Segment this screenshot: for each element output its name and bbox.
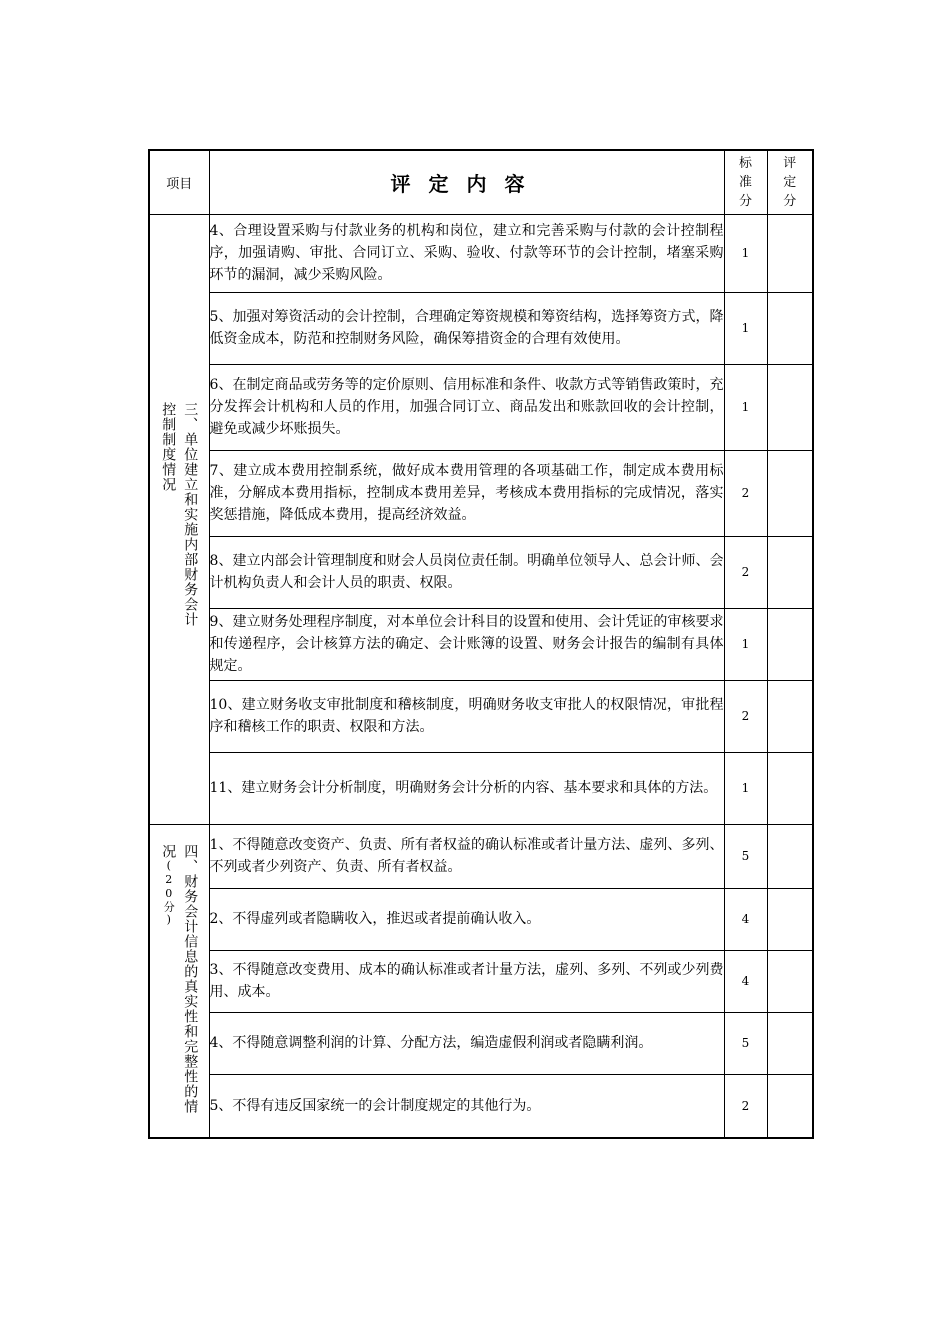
- standard-score: 2: [724, 1074, 767, 1138]
- header-row: [149, 150, 813, 214]
- header-standard-score-char: 分: [738, 193, 752, 209]
- evaluation-score-cell[interactable]: [767, 752, 813, 824]
- standard-score: 2: [724, 680, 767, 752]
- table-row: [149, 450, 813, 536]
- evaluation-score-cell[interactable]: [767, 680, 813, 752]
- standard-score: 1: [724, 752, 767, 824]
- evaluation-score-cell[interactable]: [767, 950, 813, 1012]
- evaluation-score-cell[interactable]: [767, 888, 813, 950]
- section-label-3: [149, 214, 209, 824]
- standard-score: 1: [724, 292, 767, 364]
- criterion-text: 6、在制定商品或劳务等的定价原则、信用标准和条件、收款方式等销售政策时，充分发挥会计机构和人员的作用，加强合同订立、商品发出和账款回收的会计控制，避免或减少坏账损失。: [209, 364, 724, 450]
- header-evaluation-score-char: 定: [783, 174, 797, 190]
- standard-score: 4: [724, 888, 767, 950]
- table-row: [149, 950, 813, 1012]
- evaluation-score-cell[interactable]: [767, 214, 813, 292]
- criterion-text: 2、不得虚列或者隐瞒收入，推迟或者提前确认收入。: [209, 888, 724, 950]
- table-row: [149, 888, 813, 950]
- table-row: [149, 752, 813, 824]
- standard-score: 4: [724, 950, 767, 1012]
- evaluation-score-cell[interactable]: [767, 1074, 813, 1138]
- table-row: [149, 292, 813, 364]
- section-label-main: 四、财务会计信息的真实性和完整性的情况: [160, 843, 199, 1114]
- criterion-text: 1、不得随意改变资产、负责、所有者权益的确认标准或者计量方法、虚列、多列、不列或者少列资产、负责、所有者权益。: [209, 824, 724, 888]
- standard-score: 5: [724, 1012, 767, 1074]
- standard-score: 2: [724, 536, 767, 608]
- evaluation-table: [148, 149, 814, 1139]
- standard-score: 5: [724, 824, 767, 888]
- table-row: [149, 364, 813, 450]
- header-evaluation-score-char: 评: [783, 155, 797, 171]
- section-label-suffix: (20分): [162, 858, 176, 927]
- table-row: [149, 680, 813, 752]
- section-label-text: [157, 844, 201, 1114]
- evaluation-score-cell[interactable]: [767, 1012, 813, 1074]
- standard-score: 1: [724, 608, 767, 680]
- table-row: [149, 1012, 813, 1074]
- criterion-text: 4、合理设置采购与付款业务的机构和岗位，建立和完善采购与付款的会计控制程序，加强请购、审批、合同订立、采购、验收、付款等环节的会计控制，堵塞采购环节的漏洞，减少采购风险。: [209, 214, 724, 292]
- criterion-text: 8、建立内部会计管理制度和财会人员岗位责任制。明确单位领导人、总会计师、会计机构负责人和会计人员的职责、权限。: [209, 536, 724, 608]
- evaluation-score-cell[interactable]: [767, 292, 813, 364]
- criterion-text: 10、建立财务收支审批制度和稽核制度，明确财务收支审批人的权限情况，审批程序和稽核工作的职责、权限和方法。: [209, 680, 724, 752]
- criterion-text: 9、建立财务处理程序制度，对本单位会计科目的设置和使用、会计凭证的审核要求和传递程序，会计核算方法的确定、会计账簿的设置、财务会计报告的编制有具体规定。: [209, 608, 724, 680]
- evaluation-score-cell[interactable]: [767, 450, 813, 536]
- table-row: [149, 536, 813, 608]
- header-item: 项目: [149, 150, 209, 214]
- section-label-text: 三、单位建立和实施内部财务会计控制制度情况: [160, 402, 199, 627]
- evaluation-score-cell[interactable]: [767, 364, 813, 450]
- table-row: [149, 214, 813, 292]
- header-evaluation-score-char: 分: [783, 193, 797, 209]
- criterion-text: 5、加强对筹资活动的会计控制，合理确定筹资规模和筹资结构，选择筹资方式，降低资金成本，防范和控制财务风险，确保筹措资金的合理有效使用。: [209, 292, 724, 364]
- header-standard-score-char: 标: [738, 155, 752, 171]
- standard-score: 1: [724, 214, 767, 292]
- header-content: 评定内容: [209, 150, 724, 214]
- standard-score: 1: [724, 364, 767, 450]
- criterion-text: 4、不得随意调整利润的计算、分配方法，编造虚假利润或者隐瞒利润。: [209, 1012, 724, 1074]
- criterion-text: 7、建立成本费用控制系统，做好成本费用管理的各项基础工作，制定成本费用标准，分解成本费用指标，控制成本费用差异，考核成本费用指标的完成情况，落实奖惩措施，降低成本费用，提高经济效益。: [209, 450, 724, 536]
- table-row: [149, 824, 813, 888]
- table-row: [149, 608, 813, 680]
- evaluation-score-cell[interactable]: [767, 824, 813, 888]
- criterion-text: 3、不得随意改变费用、成本的确认标准或者计量方法，虚列、多列、不列或少列费用、成本。: [209, 950, 724, 1012]
- evaluation-score-cell[interactable]: [767, 536, 813, 608]
- header-evaluation-score: [767, 150, 813, 214]
- standard-score: 2: [724, 450, 767, 536]
- criterion-text: 5、不得有违反国家统一的会计制度规定的其他行为。: [209, 1074, 724, 1138]
- criterion-text: 11、建立财务会计分析制度，明确财务会计分析的内容、基本要求和具体的方法。: [209, 752, 724, 824]
- header-standard-score-char: 准: [738, 174, 752, 190]
- header-standard-score: [724, 150, 767, 214]
- section-label-4: [149, 824, 209, 1138]
- evaluation-score-cell[interactable]: [767, 608, 813, 680]
- table-row: [149, 1074, 813, 1138]
